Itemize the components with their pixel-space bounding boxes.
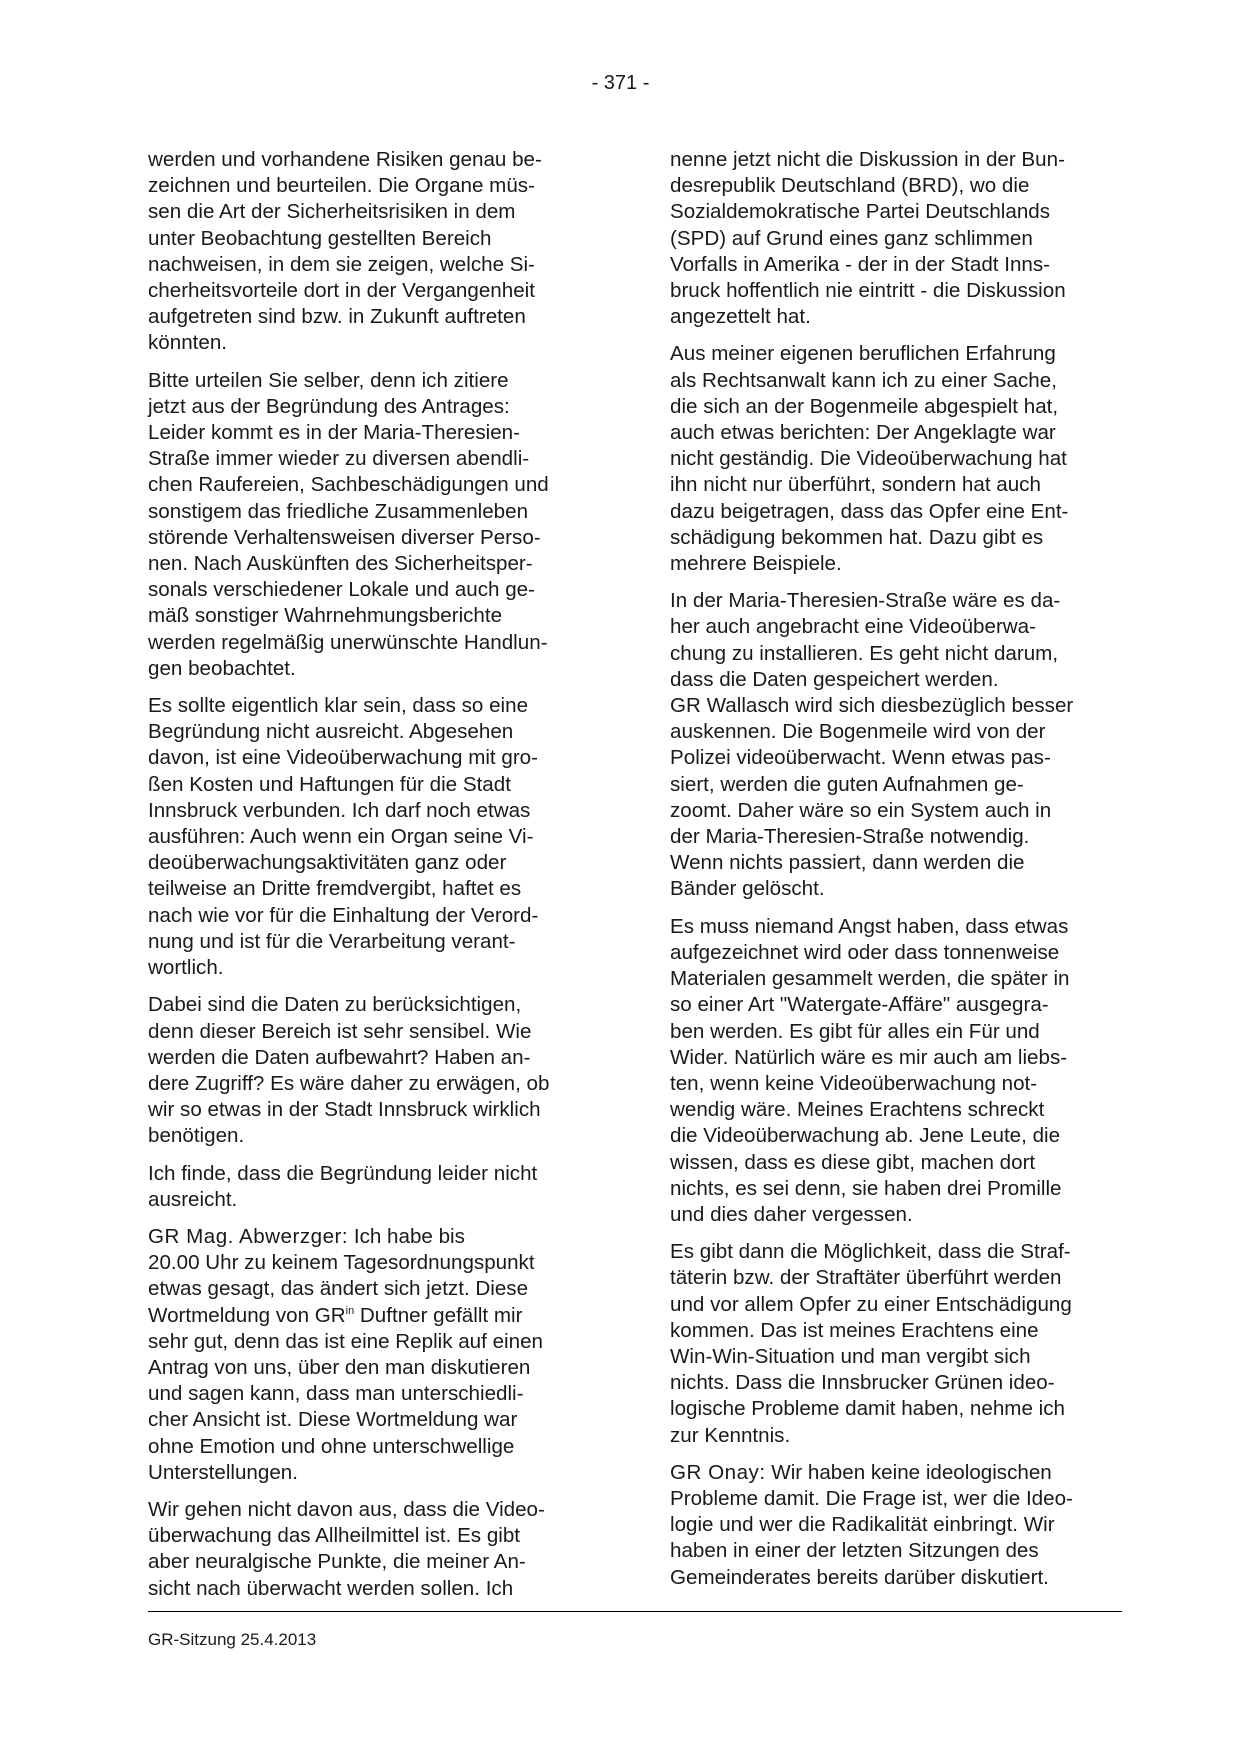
text-line: desrepublik Deutschland (BRD), wo die — [670, 174, 1030, 198]
text-line: Wir gehen nicht davon aus, dass die Video- — [148, 1497, 545, 1521]
text-line: sonals verschiedener Lokale und auch ge- — [148, 578, 535, 602]
text-line: nichts. Dass die Innsbrucker Grünen ideo- — [670, 1371, 1055, 1395]
text-line: kommen. Das ist meines Erachtens eine — [670, 1318, 1039, 1342]
text-line: Dabei sind die Daten zu berücksichtigen, — [148, 993, 522, 1017]
text-line: könnten. — [148, 331, 228, 355]
text-line: auskennen. Die Bogenmeile wird von der — [670, 720, 1046, 744]
text-line: ben werden. Es gibt für alles ein Für und — [670, 1019, 1040, 1043]
paragraph — [148, 368, 598, 682]
speech-line: ohne Emotion und ohne unterschwellige — [148, 1434, 515, 1458]
text-line: Es gibt dann die Möglichkeit, dass die Straf- — [670, 1240, 1071, 1264]
speech-line: cher Ansicht ist. Diese Wortmeldung war — [148, 1408, 518, 1432]
text-line: so einer Art "Watergate-Affäre" ausgegra- — [670, 993, 1049, 1017]
text-line: nachweisen, in dem sie zeigen, welche Si- — [148, 252, 535, 276]
text-line: her auch angebracht eine Videoüberwa- — [670, 615, 1036, 639]
text-line: täterin bzw. der Straftäter überführt werden — [670, 1266, 1062, 1290]
text-line: angezettelt hat. — [670, 305, 811, 329]
text-line: ausreicht. — [148, 1187, 238, 1211]
speech-line: logie und wer die Radikalität einbringt. Wir — [670, 1513, 1055, 1537]
text-line: ihn nicht nur überführt, sondern hat auch — [670, 473, 1041, 497]
right-column-paragraphs — [670, 147, 1120, 1449]
speech-line: haben in einer der letzten Sitzungen des — [670, 1539, 1039, 1563]
paragraph — [148, 147, 598, 357]
speech-text: Wir haben keine ideologischen — [765, 1460, 1052, 1484]
speech-line: 20.00 Uhr zu keinem Tagesordnungspunkt — [148, 1251, 535, 1275]
text-line: unter Beobachtung gestellten Bereich — [148, 226, 492, 250]
footer-divider — [148, 1611, 1122, 1612]
text-line: sicht nach überwacht werden sollen. Ich — [148, 1576, 514, 1600]
paragraph — [148, 1161, 598, 1213]
text-line: ten, wenn keine Videoüberwachung not- — [670, 1071, 1038, 1095]
text-line: sonstigem das friedliche Zusammenleben — [148, 499, 529, 523]
text-line: Vorfalls in Amerika - der in der Stadt Inns- — [670, 252, 1051, 276]
text-line: aufgezeichnet wird oder dass tonnenweise — [670, 940, 1060, 964]
paragraph — [670, 914, 1120, 1228]
text-line: zoomt. Daher wäre so ein System auch in — [670, 798, 1052, 822]
text-line: Bitte urteilen Sie selber, denn ich zitiere — [148, 368, 509, 392]
paragraph — [670, 588, 1120, 902]
speech-line — [148, 1224, 598, 1250]
text-line: davon, ist eine Videoüberwachung mit gro- — [148, 746, 538, 770]
paragraph — [670, 1239, 1120, 1449]
speech-line: sehr gut, denn das ist eine Replik auf einen — [148, 1329, 543, 1353]
text-line: wir so etwas in der Stadt Innsbruck wirklich — [148, 1098, 541, 1122]
speech-line: Unterstellungen. — [148, 1460, 298, 1484]
speech-line: Gemeinderates bereits darüber diskutiert. — [670, 1565, 1049, 1589]
text-line: Es muss niemand Angst haben, dass etwas — [670, 914, 1069, 938]
text-line: werden die Daten aufbewahrt? Haben an- — [148, 1045, 531, 1069]
text-line: als Rechtsanwalt kann ich zu einer Sache, — [670, 368, 1057, 392]
text-line: nach wie vor für die Einhaltung der Verord- — [148, 903, 539, 927]
text-line: denn dieser Bereich ist sehr sensibel. Wie — [148, 1019, 532, 1043]
text-line: teilweise an Dritte fremdvergibt, haftet es — [148, 877, 522, 901]
page-number: - 371 - — [591, 72, 650, 94]
text-line: Sozialdemokratische Partei Deutschlands — [670, 200, 1051, 224]
text-line: ausführen: Auch wenn ein Organ seine Vi- — [148, 825, 534, 849]
text-line: dass die Daten gespeichert werden. — [670, 667, 999, 691]
paragraph — [148, 1497, 598, 1602]
text-line: Polizei videoüberwacht. Wenn etwas pas- — [670, 746, 1051, 770]
paragraph — [670, 147, 1120, 330]
text-line: werden und vorhandene Risiken genau be- — [148, 148, 542, 171]
text-line: Aus meiner eigenen beruflichen Erfahrung — [670, 342, 1056, 366]
text-line: die Videoüberwachung ab. Jene Leute, die — [670, 1124, 1061, 1148]
text-line: die sich an der Bogenmeile abgespielt hat, — [670, 394, 1059, 418]
left-column — [148, 147, 598, 1613]
text-line: Es sollte eigentlich klar sein, dass so eine — [148, 694, 529, 718]
text-line: siert, werden die guten Aufnahmen ge- — [670, 772, 1024, 796]
speech-text: Duftner gefällt mir — [354, 1303, 523, 1327]
speech-line: etwas gesagt, das ändert sich jetzt. Diese — [148, 1277, 529, 1301]
text-line: und dies daher vergessen. — [670, 1202, 913, 1226]
text-line: störende Verhaltensweisen diverser Perso- — [148, 525, 541, 549]
speech-line: Antrag von uns, über den man diskutieren — [148, 1355, 531, 1379]
text-line: Innsbruck verbunden. Ich darf noch etwas — [148, 798, 531, 822]
speaker-name: GR Mag. Abwerzger: — [148, 1224, 349, 1248]
text-line: überwachung das Allheilmittel ist. Es gibt — [148, 1524, 521, 1548]
text-line: Leider kommt es in der Maria-Theresien- — [148, 421, 520, 445]
text-line: schädigung bekommen hat. Dazu gibt es — [670, 525, 1044, 549]
text-line: sen die Art der Sicherheitsrisiken in dem — [148, 200, 516, 224]
speech-text: Wortmeldung von GR — [148, 1303, 346, 1327]
text-line: der Maria-Theresien-Straße notwendig. — [670, 825, 1030, 849]
speech-line — [148, 1303, 598, 1329]
text-line: dazu beigetragen, dass das Opfer eine Ent- — [670, 499, 1069, 523]
text-line: Ich finde, dass die Begründung leider nicht — [148, 1161, 538, 1185]
text-line: dere Zugriff? Es wäre daher zu erwägen, ob — [148, 1071, 550, 1095]
text-line: auch etwas berichten: Der Angeklagte war — [670, 421, 1056, 445]
superscript-in: in — [345, 1304, 355, 1317]
right-column — [670, 147, 1120, 1602]
speech-line: und sagen kann, dass man unterschiedli- — [148, 1382, 524, 1406]
text-line: Bänder gelöscht. — [670, 877, 825, 901]
text-line: und vor allem Opfer zu einer Entschädigung — [670, 1292, 1072, 1316]
text-line: wissen, dass es diese gibt, machen dort — [670, 1150, 1036, 1174]
footer-session-date: GR-Sitzung 25.4.2013 — [148, 1630, 317, 1649]
text-line: cherheitsvorteile dort in der Vergangenheit — [148, 279, 535, 303]
speech-line: Probleme damit. Die Frage ist, wer die Ideo- — [670, 1486, 1073, 1510]
text-line: nichts, es sei denn, sie haben drei Promille — [670, 1176, 1062, 1200]
text-line: benötigen. — [148, 1124, 245, 1148]
text-line: jetzt aus der Begründung des Antrages: — [148, 394, 510, 418]
text-line: werden regelmäßig unerwünschte Handlun- — [148, 630, 548, 654]
paragraph — [670, 341, 1120, 577]
text-line: logische Probleme damit haben, nehme ich — [670, 1397, 1065, 1421]
text-line: zeichnen und beurteilen. Die Organe müs- — [148, 174, 535, 198]
text-line: deoüberwachungsaktivitäten ganz oder — [148, 851, 507, 875]
text-line: Win-Win-Situation und man vergibt sich — [670, 1344, 1031, 1368]
text-line: mehrere Beispiele. — [670, 552, 842, 576]
text-line: Begründung nicht ausreicht. Abgesehen — [148, 720, 514, 744]
paragraph — [148, 992, 598, 1149]
text-line: Materialen gesammelt werden, die später in — [670, 967, 1070, 991]
text-line: Straße immer wieder zu diversen abendli- — [148, 447, 530, 471]
speaker-name: GR Onay: — [670, 1460, 766, 1484]
text-line: aber neuralgische Punkte, die meiner An- — [148, 1550, 526, 1574]
text-line: nen. Nach Auskünften des Sicherheitsper- — [148, 552, 533, 576]
text-line: (SPD) auf Grund eines ganz schlimmen — [670, 226, 1033, 250]
text-line: GR Wallasch wird sich diesbezüglich besser — [670, 694, 1074, 718]
left-column-paragraphs — [148, 147, 598, 1213]
text-line: gen beobachtet. — [148, 656, 296, 680]
speech-onay — [670, 1460, 1120, 1591]
paragraph — [148, 693, 598, 981]
text-line: Wenn nichts passiert, dann werden die — [670, 851, 1025, 875]
text-line: bruck hoffentlich nie eintritt - die Diskussion — [670, 279, 1066, 303]
text-line: nenne jetzt nicht die Diskussion in der Bun- — [670, 148, 1065, 171]
text-line: nicht geständig. Die Videoüberwachung hat — [670, 447, 1067, 471]
speech-text: Ich habe bis — [348, 1224, 465, 1248]
text-line: mäß sonstiger Wahrnehmungsberichte — [148, 604, 503, 628]
speech-line — [670, 1460, 1120, 1486]
text-line: aufgetreten sind bzw. in Zukunft auftreten — [148, 305, 526, 329]
text-line: zur Kenntnis. — [670, 1423, 791, 1447]
text-line: wortlich. — [148, 956, 224, 980]
text-line: chen Raufereien, Sachbeschädigungen und — [148, 473, 549, 497]
text-line: In der Maria-Theresien-Straße wäre es da- — [670, 589, 1061, 613]
text-line: nung und ist für die Verarbeitung verant- — [148, 929, 516, 953]
speech-abwerzger — [148, 1224, 598, 1486]
text-line: Wider. Natürlich wäre es mir auch am liebs- — [670, 1045, 1068, 1069]
text-line: chung zu installieren. Es geht nicht darum, — [670, 641, 1059, 665]
text-line: wendig wäre. Meines Erachtens schreckt — [670, 1098, 1045, 1122]
text-line: ßen Kosten und Haftungen für die Stadt — [148, 772, 511, 796]
